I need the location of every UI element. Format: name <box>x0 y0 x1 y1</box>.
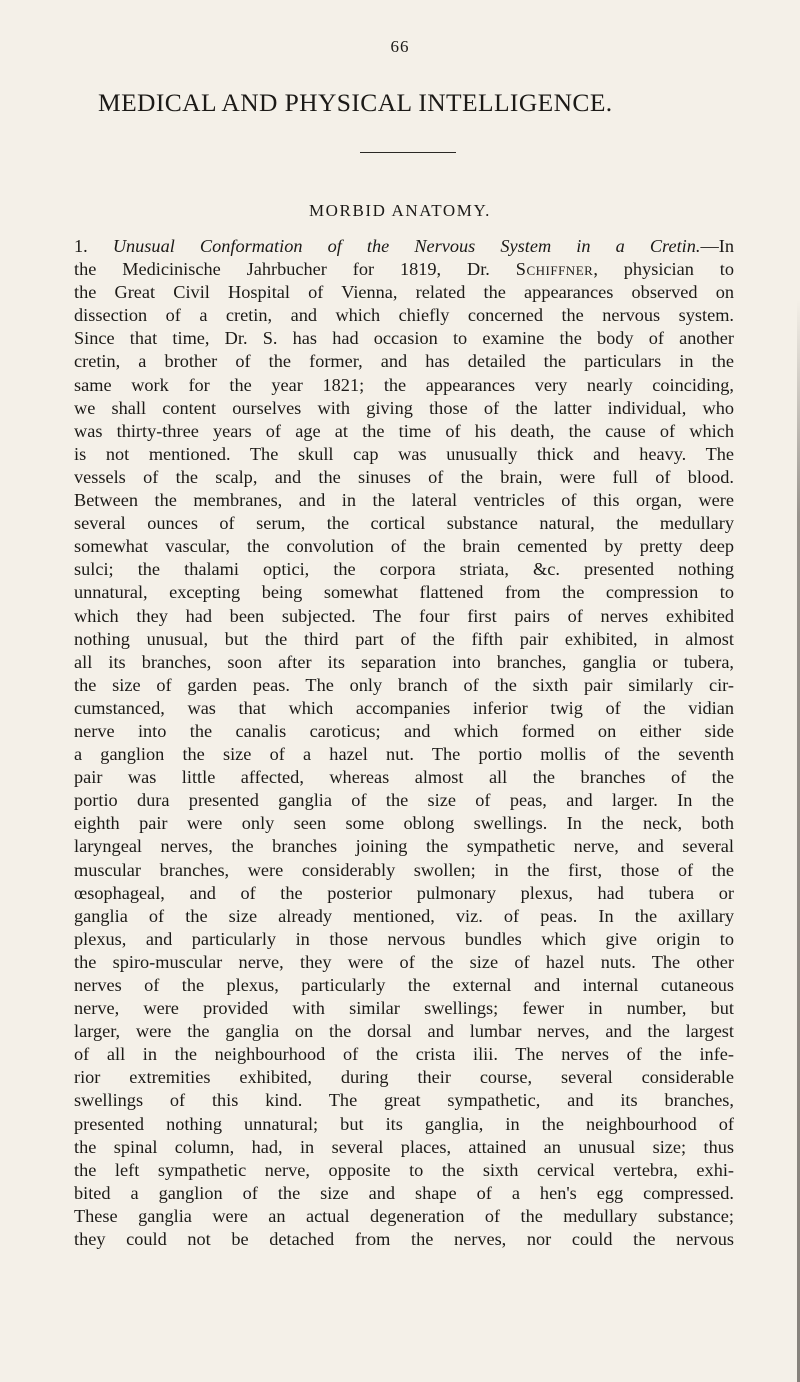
text-line: the Great Civil Hospital of Vienna, related the appearances observed on <box>74 282 734 303</box>
article-body <box>74 235 734 1251</box>
text-line: plexus, and particularly in those nervous bundles which give origin to <box>74 928 734 949</box>
text-line: was thirty-three years of age at the time of his death, the cause of which <box>74 420 734 441</box>
page-title: MEDICAL AND PHYSICAL INTELLIGENCE. <box>98 88 613 117</box>
text-line: presented nothing unnatural; but its ganglia, in the neighbourhood of <box>74 1113 734 1134</box>
text-line: bited a ganglion of the size and shape of a hen's egg compressed. <box>74 1182 734 1203</box>
text-line: the Medicinische Jahrbucher for 1819, Dr. Schiffner, physician to <box>74 259 734 280</box>
text-line: Since that time, Dr. S. has had occasion to examine the body of another <box>74 328 734 349</box>
text-line: cumstanced, was that which accompanies inferior twig of the vidian <box>74 697 734 718</box>
text-line: nerves of the plexus, particularly the external and internal cutaneous <box>74 975 734 995</box>
text-line: cretin, a brother of the former, and has detailed the particulars in the <box>74 351 734 372</box>
text-line: eighth pair were only seen some oblong swellings. In the neck, both <box>74 813 734 834</box>
title-divider <box>360 152 456 153</box>
text-line: the left sympathetic nerve, opposite to the sixth cervical vertebra, exhi- <box>74 1159 734 1180</box>
text-line: œsophageal, and of the posterior pulmonary plexus, had tubera or <box>74 882 734 903</box>
text-line: nerve into the canalis caroticus; and which formed on either side <box>74 720 734 741</box>
text-line: is not mentioned. The skull cap was unusually thick and heavy. The <box>74 443 734 464</box>
author-name: Schiffner <box>515 259 594 280</box>
page-number: 66 <box>390 37 410 56</box>
article-number: 1. <box>74 236 88 256</box>
text-line: unnatural, excepting being somewhat flattened from the compression to <box>74 582 734 603</box>
text-line: the spiro-muscular nerve, they were of the size of hazel nuts. The other <box>74 951 734 972</box>
text-line: the size of garden peas. The only branch of the sixth pair similarly cir- <box>74 674 734 695</box>
text-line: which they had been subjected. The four first pairs of nerves exhibited <box>74 605 734 626</box>
text-line: a ganglion the size of a hazel nut. The portio mollis of the seventh <box>74 744 734 765</box>
text-line: several ounces of serum, the cortical substance natural, the medullary <box>74 513 734 534</box>
text-line: portio dura presented ganglia of the size of peas, and larger. In the <box>74 790 734 811</box>
text-line: they could not be detached from the nerves, nor could the nervous <box>74 1229 734 1250</box>
article-first-line: 1. Unusual Conformation of the Nervous System in a Cretin.—In <box>74 236 734 256</box>
text-line: swellings of this kind. The great sympathetic, and its branches, <box>74 1090 734 1111</box>
text-line: of all in the neighbourhood of the crista ilii. The nerves of the infe- <box>74 1044 734 1065</box>
text-line: the spinal column, had, in several places, attained an unusual size; thus <box>74 1136 734 1157</box>
text-line: vessels of the scalp, and the sinuses of the brain, were full of blood. <box>74 466 734 487</box>
text-line: dissection of a cretin, and which chiefly concerned the nervous system. <box>74 305 734 326</box>
text-line: we shall content ourselves with giving those of the latter individual, who <box>74 397 734 418</box>
text-line: laryngeal nerves, the branches joining the sympathetic nerve, and several <box>74 836 734 857</box>
text-line: rior extremities exhibited, during their course, several considerable <box>74 1067 734 1088</box>
text-line: all its branches, soon after its separation into branches, ganglia or tubera, <box>74 651 734 672</box>
text-line: somewhat vascular, the convolution of the brain cemented by pretty deep <box>74 536 734 557</box>
text-line: larger, were the ganglia on the dorsal and lumbar nerves, and the largest <box>74 1021 734 1042</box>
text-line: pair was little affected, whereas almost all the branches of the <box>74 767 734 788</box>
section-heading: MORBID ANATOMY. <box>308 201 492 220</box>
text-line: nothing unusual, but the third part of the fifth pair exhibited, in almost <box>74 628 734 649</box>
text-line: same work for the year 1821; the appearances very nearly coinciding, <box>74 374 734 395</box>
article-heading: Unusual Conformation of the Nervous System in a Cretin. <box>112 236 701 256</box>
text-line: nerve, were provided with similar swellings; fewer in number, but <box>74 998 734 1019</box>
text-line: sulci; the thalami optici, the corpora striata, &c. presented nothing <box>74 559 734 580</box>
text-line: ganglia of the size already mentioned, viz. of peas. In the axillary <box>74 905 734 926</box>
text-line: muscular branches, were considerably swollen; in the first, those of the <box>74 859 734 880</box>
text-line: These ganglia were an actual degeneration of the medullary substance; <box>74 1205 734 1226</box>
text-line: Between the membranes, and in the lateral ventricles of this organ, were <box>74 490 734 511</box>
